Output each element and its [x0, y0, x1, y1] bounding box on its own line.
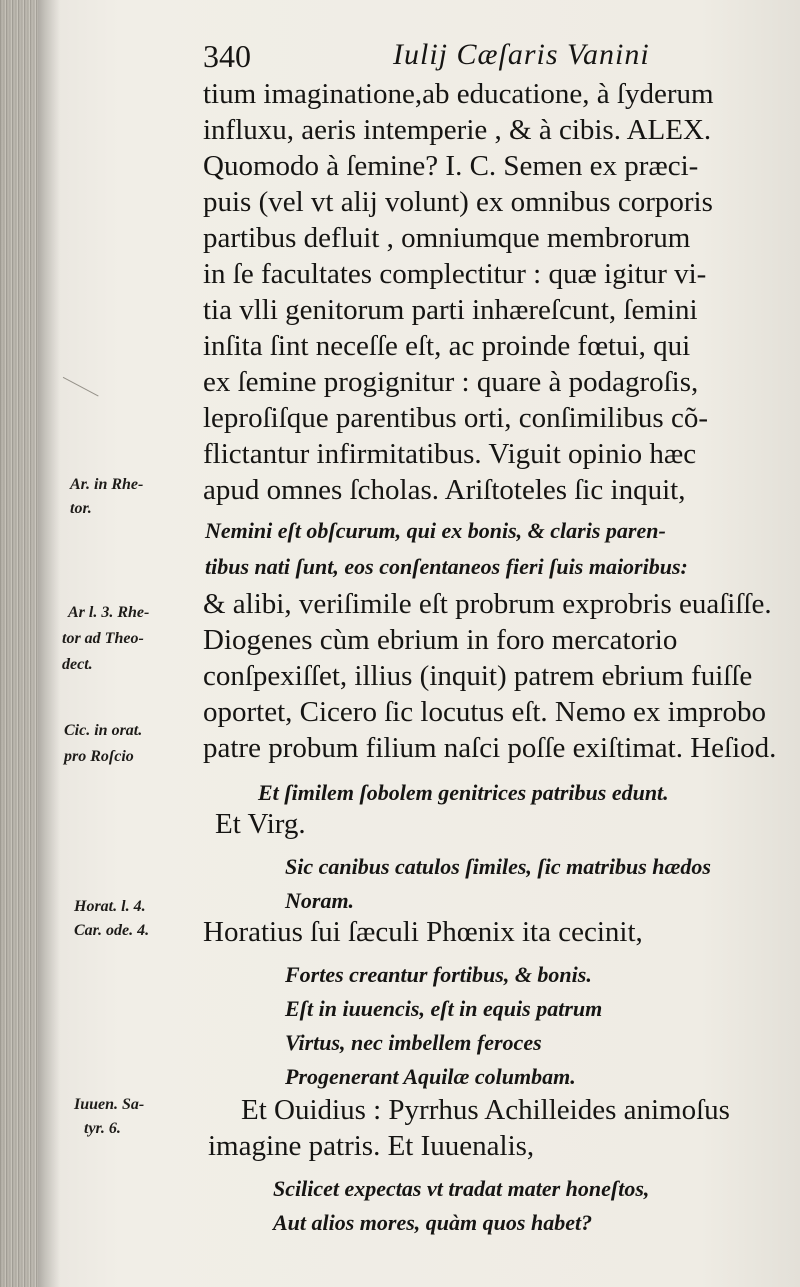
text-line: oportet, Cicero ſic locutus eſt. Nemo ex improbo: [203, 696, 766, 728]
text-line: apud omnes ſcholas. Ariſtoteles ſic inquit,: [203, 474, 686, 506]
text-line: partibus defluit , omniumque membrorum: [203, 222, 691, 254]
text-line: ex ſemine progignitur : quare à podagroſis,: [203, 366, 699, 398]
text-line: conſpexiſſet, illius (inquit) patrem ebrium fuiſſe: [203, 660, 753, 692]
running-title: Iulij Cæſaris Vanini: [393, 38, 650, 71]
margin-note: Car. ode. 4.: [74, 922, 150, 939]
text-line: Quomodo à ſemine? I. C. Semen ex præci-: [203, 150, 699, 182]
quotation-line: Nemini eſt obſcurum, qui ex bonis, & claris paren-: [205, 518, 666, 543]
margin-note: Horat. l. 4.: [74, 898, 146, 915]
text-line: leproſiſque parentibus orti, conſimilibus cõ-: [203, 402, 708, 434]
text-line: Et Virg.: [215, 808, 306, 840]
margin-note: dect.: [62, 656, 93, 673]
margin-note: Ar l. 3. Rhe-: [68, 604, 150, 621]
page-binding-edge: [0, 0, 38, 1287]
verse-line: Aut alios mores, quàm quos habet?: [273, 1210, 593, 1235]
text-line: Diogenes cùm ebrium in foro mercatorio: [203, 624, 678, 656]
text-line: Et Ouidius : Pyrrhus Achilleides animoſus: [241, 1094, 730, 1126]
stray-ink-mark: [53, 377, 98, 414]
quotation-line: tibus nati ſunt, eos conſentaneos fieri ſuis maioribus:: [205, 554, 688, 579]
text-line: tia vlli genitorum parti inhæreſcunt, ſemini: [203, 294, 698, 326]
page-number: 340: [203, 38, 251, 74]
verse-line: Noram.: [285, 888, 355, 913]
text-line: patre probum filium naſci poſſe exiſtimat. Heſiod.: [203, 732, 777, 764]
margin-note: tor.: [70, 500, 92, 517]
verse-line: Virtus, nec imbellem feroces: [285, 1030, 542, 1055]
page-header: [203, 38, 763, 78]
text-line: inſita ſint neceſſe eſt, ac proinde fœtui, qui: [203, 330, 691, 362]
margin-note: tor ad Theo-: [62, 630, 144, 647]
verse-line: Sic canibus catulos ſimiles, ſic matribus hædos: [285, 854, 711, 879]
verse-line: Scilicet expectas vt tradat mater honeſtos,: [273, 1176, 650, 1201]
verse-line: Eſt in iuuencis, eſt in equis patrum: [285, 996, 603, 1021]
text-line: puis (vel vt alij volunt) ex omnibus corporis: [203, 186, 713, 218]
verse-line: Et ſimilem ſobolem genitrices patribus edunt.: [258, 780, 669, 805]
verse-line: Fortes creantur fortibus, & bonis.: [285, 962, 592, 987]
margin-note: Ar. in Rhe-: [70, 476, 144, 493]
margin-note: pro Roſcio: [64, 748, 134, 765]
text-line: flictantur infirmitatibus. Viguit opinio hæc: [203, 438, 697, 470]
gutter-shadow: [38, 0, 60, 1287]
text-line: tium imaginatione,ab educatione, à ſyderum: [203, 78, 714, 110]
text-line: & alibi, veriſimile eſt probrum exprobris euaſiſſe.: [203, 588, 772, 620]
margin-note: Iuuen. Sa-: [74, 1096, 145, 1113]
margin-note: Cic. in orat.: [64, 722, 143, 739]
verse-line: Progenerant Aquilæ columbam.: [285, 1064, 576, 1089]
text-line: in ſe facultates complectitur : quæ igitur vi-: [203, 258, 707, 290]
text-line: imagine patris. Et Iuuenalis,: [208, 1130, 535, 1162]
margin-note: tyr. 6.: [84, 1120, 121, 1137]
text-line: influxu, aeris intemperie , & à cibis. ALEX.: [203, 114, 712, 146]
text-line: Horatius ſui ſæculi Phœnix ita cecinit,: [203, 916, 643, 948]
